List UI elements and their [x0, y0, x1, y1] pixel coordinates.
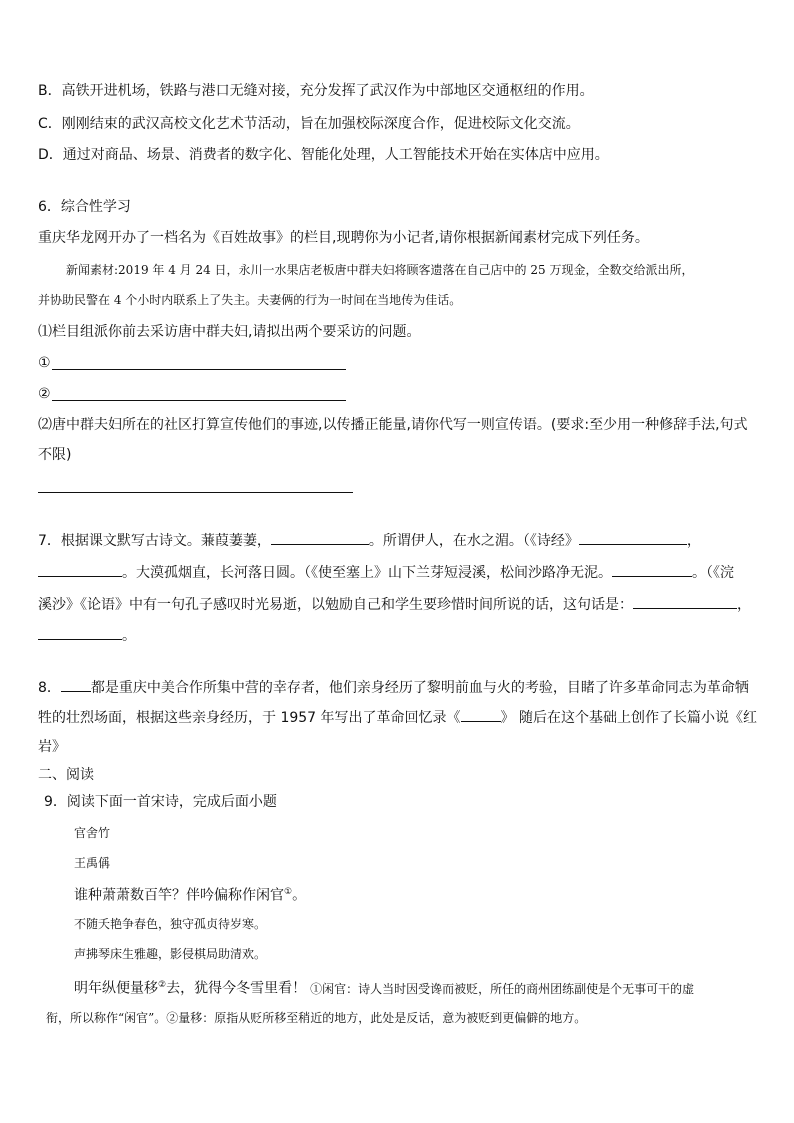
answer-blank-1[interactable]: [52, 369, 346, 370]
poem-line-1-end: 。: [292, 887, 307, 904]
q6-task2-line2: 不限): [38, 447, 72, 463]
q6-task1: ⑴栏目组派你前去采访唐中群夫妇,请拟出两个要采访的问题。: [38, 324, 421, 340]
option-b: B．高铁开进机场，铁路与港口无缝对接，充分发挥了武汉作为中部地区交通枢纽的作用。: [38, 83, 594, 99]
poem-line-4: [74, 975, 694, 999]
section-heading: 二、阅读: [38, 767, 94, 783]
poem-line-4-b: 去，犹得今冬雪里看！: [166, 980, 307, 997]
poem-author: 王禹偁: [74, 856, 111, 870]
option-c: C．刚刚结束的武汉高校文化艺术节活动，旨在加强校际深度合作，促进校际文化交流。: [38, 116, 580, 132]
q8-line2-a: 牲的壮烈场面，根据这些亲身经历，于 1957 年写出了革命回忆录《: [38, 710, 461, 726]
q8-line2: [38, 707, 757, 728]
q6-title: 6．综合性学习: [38, 199, 131, 215]
footnote-mark-1: ①: [284, 887, 293, 897]
q8-line1-text: 都是重庆中美合作所集中营的幸存者，他们亲身经历了黎明前血与火的考验，目睹了许多革命同志为革命牺: [90, 680, 749, 696]
q6-news-line2: 并协助民警在 4 个小时内联系上了失主。夫妻俩的行为一时间在当地传为佳话。: [38, 293, 462, 307]
q7-line3-a: 溪沙》《论语》中有一句孔子感叹时光易逝，以勉励自己和学生要珍惜时间所说的话，这句话是：: [38, 597, 633, 613]
poem-line-4-a: 明年纵便量移: [74, 980, 158, 997]
answer-mark-1: ①: [38, 355, 51, 371]
q7-line2-b: 。（《浣: [692, 565, 734, 581]
q7-line4-end: 。: [122, 628, 136, 644]
footnote-line-1: ①闲官：诗人当时因受谗而被贬，所任的商州团练副使是个无事可干的虚: [310, 981, 695, 996]
q7-blank-3[interactable]: [38, 562, 122, 577]
poem-line-1: [74, 882, 306, 906]
footnote-mark-2: ②: [158, 980, 167, 990]
q7-blank-5[interactable]: [633, 594, 737, 609]
option-d: D．通过对商品、场景、消费者的数字化、智能化处理，人工智能技术开始在实体店中应用。: [38, 147, 609, 163]
q7-line2-a: 。大漠孤烟直，长河落日圆。（《使至塞上》山下兰芽短浸溪，松间沙路净无泥。: [122, 565, 612, 581]
q7-line1-c: ，: [686, 533, 701, 549]
q7-line2: [38, 562, 734, 583]
q6-intro: 重庆华龙网开办了一档名为《百姓故事》的栏目,现聘你为小记者,请你根据新闻素材完成下列任务。: [38, 230, 649, 246]
q8-blank-2[interactable]: [461, 707, 501, 722]
q9-title: 9．阅读下面一首宋诗，完成后面小题: [44, 794, 277, 810]
q8-line1: [38, 677, 749, 698]
q7-blank-4[interactable]: [612, 562, 692, 577]
poem-line-3: 声拂琴床生雅趣，影侵棋局助清欢。: [74, 947, 267, 961]
q8-number: 8．: [38, 680, 61, 696]
answer-mark-2: ②: [38, 386, 51, 402]
q8-line3: 岩》: [38, 739, 66, 755]
q7-line3-b: ，: [737, 597, 751, 613]
poem-line-1-text: 谁种萧萧数百竿？伴吟偏称作闲官: [74, 887, 284, 904]
poem-title: 官舍竹: [74, 826, 111, 840]
answer-blank-3[interactable]: [38, 492, 353, 493]
q7-line4: [38, 625, 136, 646]
q8-line2-b: 》 随后在这个基础上创作了长篇小说《红: [500, 710, 757, 726]
q7-line1-a: 7．根据课文默写古诗文。蒹葭萋萋，: [38, 533, 271, 549]
q6-news-line1: 新闻素材:2019 年 4 月 24 日，永川一水果店老板唐中群夫妇将顾客遗落在自己店中的 25 万现金，全数交给派出所，: [66, 263, 694, 277]
answer-blank-2[interactable]: [52, 400, 346, 401]
q7-line1-b: 。所谓伊人，在水之湄。（《诗经》: [368, 533, 579, 549]
footnote-line-2: 衔，所以称作“闲官”。②量移：原指从贬所移至稍近的地方，此处是反话，意为被贬到更偏僻的地方。: [46, 1011, 587, 1025]
q6-task2-line1: ⑵唐中群夫妇所在的社区打算宣传他们的事迹,以传播正能量,请你代写一则宣传语。(要求:至少用一种修辞手法,句式: [38, 417, 748, 433]
q7-line3: [38, 594, 751, 615]
q7-blank-1[interactable]: [271, 530, 369, 545]
q7-blank-2[interactable]: [579, 530, 687, 545]
q8-blank-1[interactable]: [61, 677, 91, 692]
q7-blank-6[interactable]: [38, 625, 122, 640]
q7-line1: [38, 530, 701, 551]
poem-line-2: 不随夭艳争春色，独守孤贞待岁寒。: [74, 917, 267, 931]
